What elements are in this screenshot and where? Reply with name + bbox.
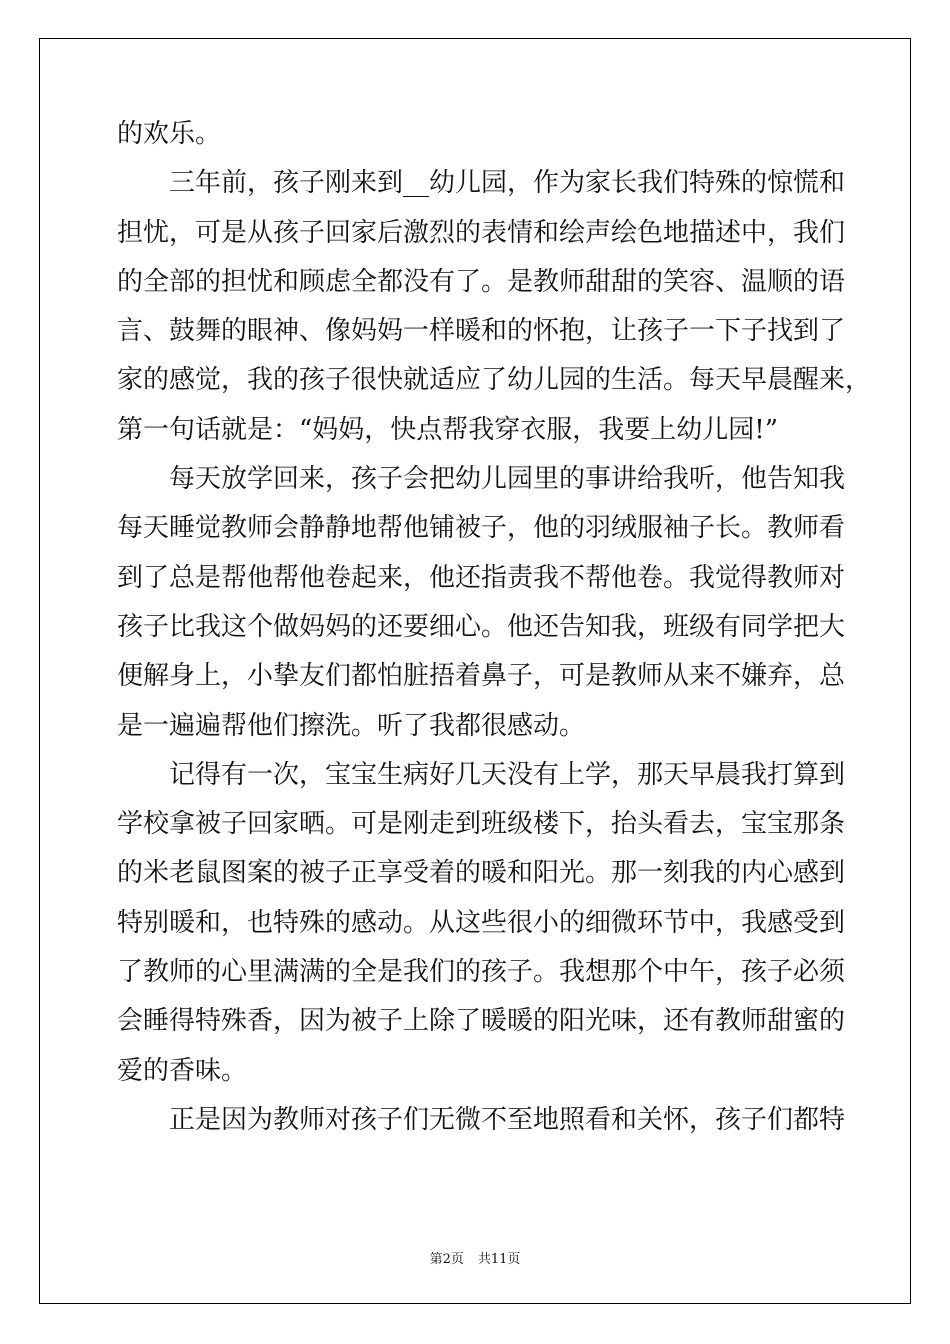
text-line: 每天睡觉教师会静静地帮他铺被子，他的羽绒服袖子长。教师看 xyxy=(117,513,846,544)
text-line: 正是因为教师对孩子们无微不至地照看和关怀，孩子们都特 xyxy=(169,1104,846,1135)
text-line: 便解身上，小挚友们都怕脏捂着鼻子，可是教师从来不嫌弃，总 xyxy=(117,661,846,692)
text-line: 会睡得特殊香，因为被子上除了暖暖的阳光味，还有教师甜蜜的 xyxy=(117,1006,846,1037)
text-line: 三年前，孩子刚来到__幼儿园，作为家长我们特殊的惊慌和 xyxy=(169,168,846,199)
text-line: 每天放学回来，孩子会把幼儿园里的事讲给我听，他告知我 xyxy=(169,464,846,495)
text-line: 家的感觉，我的孩子很快就适应了幼儿园的生活。每天早晨醒来， xyxy=(117,365,872,396)
document-body xyxy=(117,110,872,1145)
text-line: 言、鼓舞的眼神、像妈妈一样暖和的怀抱，让孩子一下子找到了 xyxy=(117,316,846,347)
text-line: 到了总是帮他帮他卷起来，他还指责我不帮他卷。我觉得教师对 xyxy=(117,562,846,593)
text-line: 特别暖和，也特殊的感动。从这些很小的细微环节中，我感受到 xyxy=(117,907,846,938)
text-line: 的欢乐。 xyxy=(117,119,222,149)
text-line: 爱的香味。 xyxy=(117,1055,248,1086)
text-line: 了教师的心里满满的全是我们的孩子。我想那个中午，孩子必须 xyxy=(117,957,846,988)
text-line: 记得有一次，宝宝生病好几天没有上学，那天早晨我打算到 xyxy=(169,759,846,790)
text-line: 的米老鼠图案的被子正享受着的暖和阳光。那一刻我的内心感到 xyxy=(117,858,846,889)
page-footer xyxy=(0,1248,950,1267)
text-line: 是一遍遍帮他们擦洗。听了我都很感动。 xyxy=(117,710,586,741)
text-line: 孩子比我这个做妈妈的还要细心。他还告知我，班级有同学把大 xyxy=(117,611,846,642)
text-line: 的全部的担忧和顾虑全都没有了。是教师甜甜的笑容、温顺的语 xyxy=(117,266,846,297)
page-total: 共11页 xyxy=(477,1252,521,1267)
text-line: 担忧，可是从孩子回家后激烈的表情和绘声绘色地描述中，我们 xyxy=(117,217,846,248)
text-line: 第一句话就是：“妈妈，快点帮我穿衣服，我要上幼儿园!” xyxy=(117,414,779,445)
text-line: 学校拿被子回家晒。可是刚走到班级楼下，抬头看去，宝宝那条 xyxy=(117,809,846,840)
page-number: 第2页 xyxy=(429,1252,464,1267)
